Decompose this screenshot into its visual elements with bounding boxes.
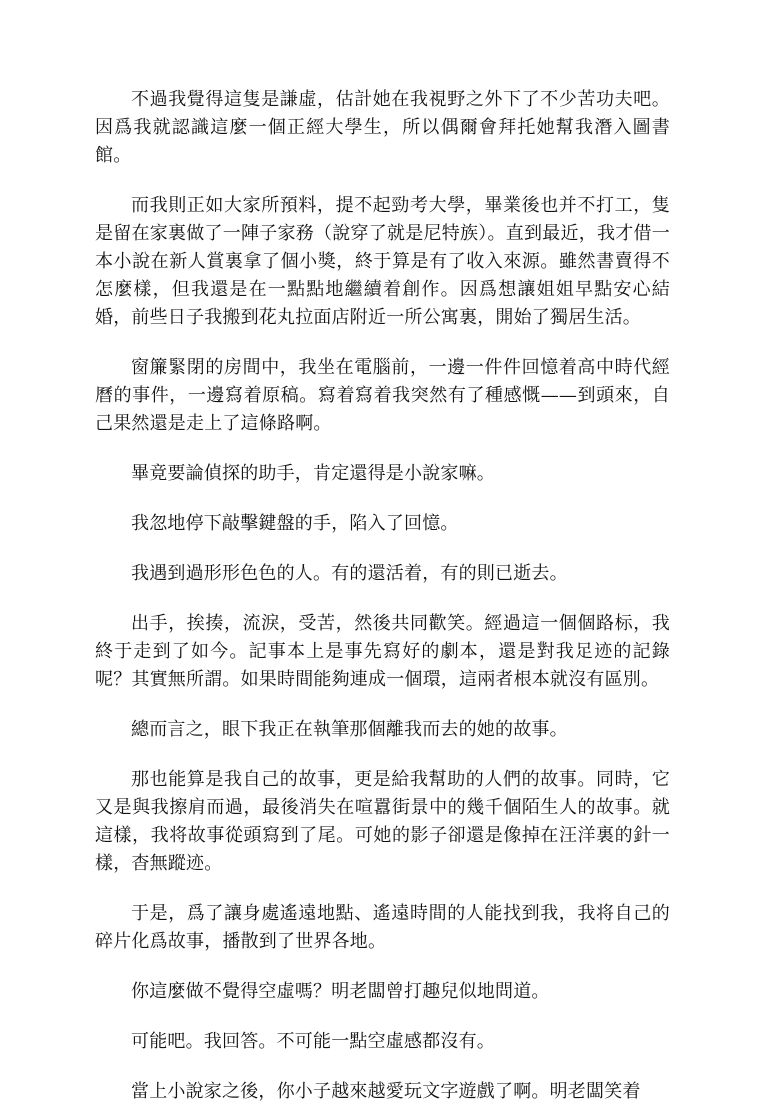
paragraph: 畢竟要論偵探的助手，肯定還得是小說家嘛。 [131, 463, 495, 484]
paragraph: 我遇到過形形色色的人。有的還活着，有的則已逝去。 [131, 563, 568, 584]
paragraph: 總而言之，眼下我正在執筆那個離我而去的她的故事。 [131, 719, 568, 740]
paragraph: 你這麼做不覺得空虛嗎？明老闆曾打趣兒似地問道。 [131, 981, 550, 1002]
paragraph: 窗簾緊閉的房間中，我坐在電腦前，一邊一件件回憶着高中時代經曆的事件，一邊寫着原稿。寫着寫着我突然有了種感慨——到頭來，自己果然還是走上了這條路啊。 [95, 357, 670, 434]
paragraph: 出手，挨揍，流淚，受苦，然後共同歡笑。經過這一個個路标，我終于走到了如今。記事本上是事先寫好的劇本，還是對我足迹的記錄呢？其實無所謂。如果時間能夠連成一個環，這兩者根本就沒有區別。 [95, 613, 670, 690]
paragraph: 不過我覺得這隻是謙虛，估計她在我視野之外下了不少苦功夫吧。因爲我就認識這麼一個正經大學生，所以偶爾會拜托她幫我潛入圖書館。 [95, 89, 670, 166]
paragraph: 而我則正如大家所預料，提不起勁考大學，畢業後也并不打工，隻是留在家裏做了一陣子家務（說穿了就是尼特族）。直到最近，我才借一本小說在新人賞裏拿了個小獎，終于算是有了收入來源。雖然書賣得不怎麼樣，但我還是在一點點地繼續着創作。因爲想讓姐姐早點安心結婚，前些日子我搬到花丸拉面店附近一所公寓裏，開始了獨居生活。 [95, 195, 670, 328]
paragraph: 那也能算是我自己的故事，更是給我幫助的人們的故事。同時，它又是與我擦肩而過，最後消失在喧囂街景中的幾千個陌生人的故事。就這樣，我将故事從頭寫到了尾。可她的影子卻還是像掉在汪洋裏的針一樣，杳無蹤迹。 [95, 769, 670, 874]
paragraph: 當上小說家之後，你小子越來越愛玩文字遊戲了啊。明老闆笑着 [131, 1081, 641, 1102]
paragraph: 我忽地停下敲擊鍵盤的手，陷入了回憶。 [131, 513, 459, 534]
paragraph: 可能吧。我回答。不可能一點空虛感都沒有。 [131, 1031, 495, 1052]
paragraph: 于是，爲了讓身處遙遠地點、遙遠時間的人能找到我，我将自己的碎片化爲故事，播散到了世界各地。 [95, 903, 670, 952]
